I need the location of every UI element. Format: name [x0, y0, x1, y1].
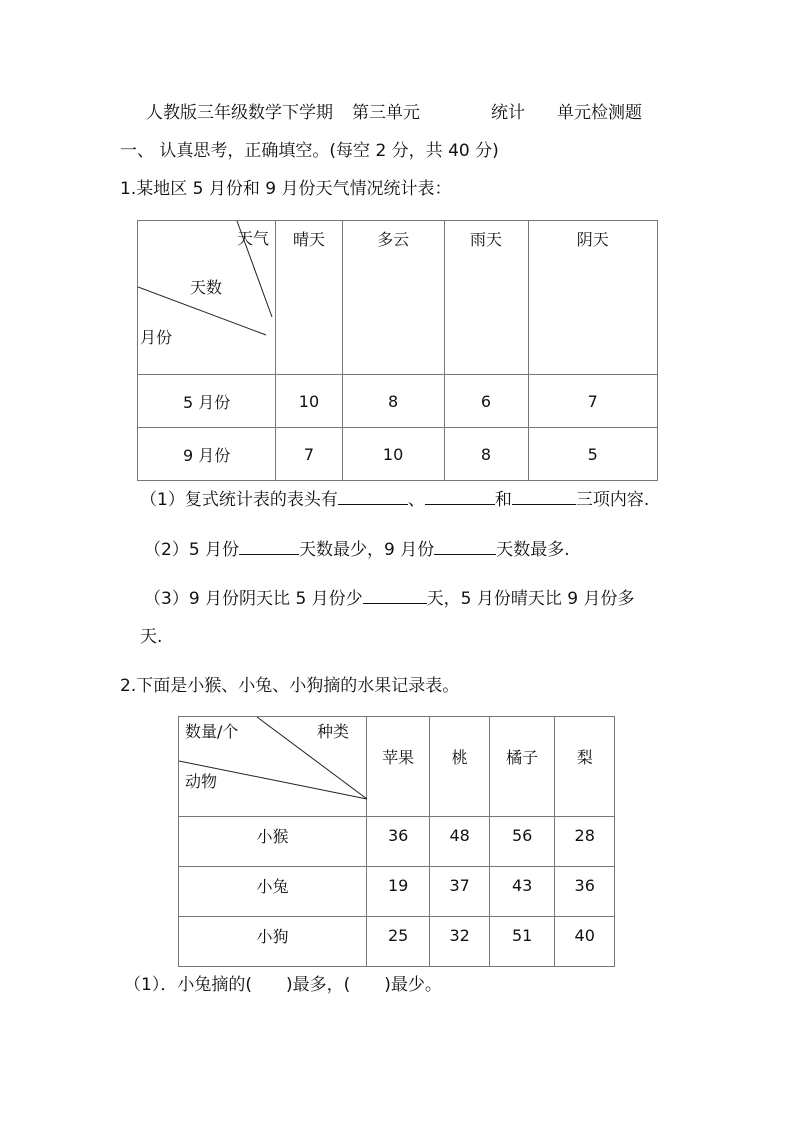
table-cell: 40	[555, 917, 615, 967]
q1-sub3-line2: 天.	[140, 627, 163, 647]
doc-title-part3: 统计	[491, 103, 525, 123]
section-heading: 一、 认真思考，正确填空。(每空 2 分，共 40 分)	[120, 141, 499, 161]
col-header: 晴天	[276, 221, 342, 375]
q2-sub1: （1）．小兔摘的( )最多，( )最少。	[124, 975, 442, 995]
answer-blank[interactable]	[338, 490, 408, 505]
table-cell: 51	[489, 917, 554, 967]
table-row	[138, 428, 658, 481]
col-header: 橘子	[489, 717, 554, 817]
corner-label-month: 月份	[140, 328, 173, 347]
weather-table	[137, 220, 658, 481]
q1-sub3-line1: （3）9 月份阴天比 5 月份少 天，5 月份晴天比 9 月份多	[144, 589, 635, 609]
table-cell: 36	[366, 817, 429, 867]
answer-blank[interactable]	[425, 490, 495, 505]
table-cell: 36	[555, 867, 615, 917]
table-cell: 10	[276, 375, 342, 428]
corner-label-quantity: 数量/个	[185, 722, 239, 741]
table-cell: 48	[430, 817, 490, 867]
corner-label-animal: 动物	[185, 772, 218, 791]
table-cell: 43	[489, 867, 554, 917]
table-cell: 19	[366, 867, 429, 917]
q1-sub2: （2）5 月份 天数最少，9 月份 天数最多.	[144, 540, 570, 560]
answer-blank[interactable]	[363, 589, 427, 604]
col-header: 雨天	[444, 221, 528, 375]
table-cell: 10	[342, 428, 444, 481]
table-cell: 37	[430, 867, 490, 917]
table-row	[179, 867, 615, 917]
corner-label-weather: 天气	[237, 229, 270, 248]
col-header: 苹果	[366, 717, 429, 817]
corner-label-days: 天数	[190, 278, 223, 297]
table-cell: 56	[489, 817, 554, 867]
table-cell: 7	[528, 375, 657, 428]
col-header: 桃	[430, 717, 490, 817]
answer-blank[interactable]	[512, 490, 576, 505]
table-cell: 7	[276, 428, 342, 481]
table-cell: 8	[444, 428, 528, 481]
q1-sub1: （1）复式统计表的表头有 、 和 三项内容.	[140, 490, 650, 510]
doc-title-part1: 人教版三年级数学下学期	[146, 103, 333, 123]
table-cell: 25	[366, 917, 429, 967]
col-header: 多云	[342, 221, 444, 375]
table-row	[179, 817, 615, 867]
row-label: 5 月份	[138, 375, 276, 428]
table-row	[138, 375, 658, 428]
q1-stem: 1.某地区 5 月份和 9 月份天气情况统计表：	[120, 179, 452, 199]
answer-blank[interactable]	[239, 540, 299, 555]
fruit-table	[178, 716, 615, 967]
row-label: 小猴	[179, 817, 367, 867]
table-cell: 28	[555, 817, 615, 867]
table-row	[179, 917, 615, 967]
table-cell: 32	[430, 917, 490, 967]
row-label: 9 月份	[138, 428, 276, 481]
doc-title-part2: 第三单元	[352, 103, 420, 123]
table-cell: 6	[444, 375, 528, 428]
doc-title-part4: 单元检测题	[557, 103, 642, 123]
table-cell: 8	[342, 375, 444, 428]
corner-label-type: 种类	[317, 722, 350, 741]
col-header: 阴天	[528, 221, 657, 375]
weather-table-corner	[138, 221, 276, 375]
col-header: 梨	[555, 717, 615, 817]
row-label: 小兔	[179, 867, 367, 917]
row-label: 小狗	[179, 917, 367, 967]
answer-blank[interactable]	[434, 540, 496, 555]
table-cell: 5	[528, 428, 657, 481]
q2-stem: 2.下面是小猴、小兔、小狗摘的水果记录表。	[120, 676, 460, 696]
fruit-table-corner	[179, 717, 367, 817]
